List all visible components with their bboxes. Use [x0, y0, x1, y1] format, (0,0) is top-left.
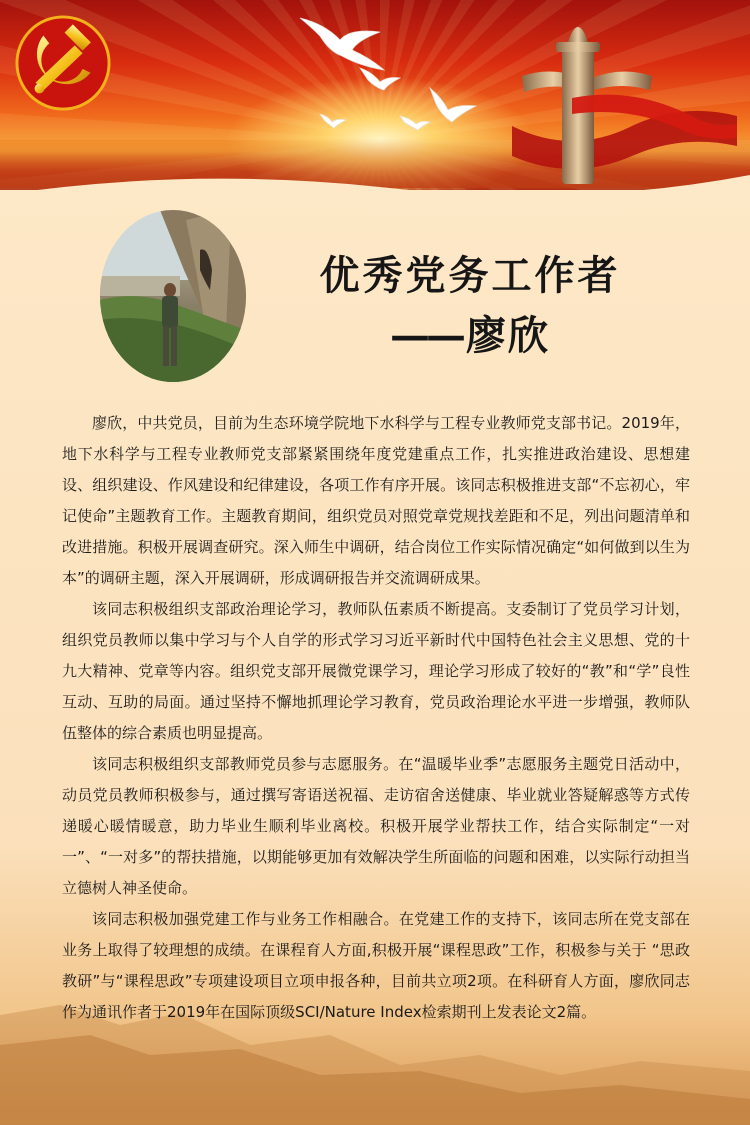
- paragraph-4: 该同志积极加强党建工作与业务工作相融合。在党建工作的支持下，该同志所在党支部在业务上取得了较理想的成绩。在课程育人方面,积极开展“课程思政”工作，积极参与关于 “思政教研”与“课程思政”专项建设项目立项申报各种，目前共立项2项。在科研育人方面，廖欣同志作为通讯作者于2019年在国际顶级SCI/Nature Index检索期刊上发表论文2篇。: [62, 910, 690, 1021]
- subtitle-dash: ——: [390, 312, 462, 359]
- page-title: 优秀党务工作者: [319, 252, 621, 299]
- article-body: [62, 408, 690, 1028]
- paragraph-2: 该同志积极组织支部政治理论学习，教师队伍素质不断提高。支委制订了党员学习计划，组织党员教师以集中学习与个人自学的形式学习习近平新时代中国特色社会主义思想、党的十九大精神、党章等内容。组织党支部开展微党课学习，理论学习形成了较好的“教”和“学”良性互动、互助的局面。通过坚持不懈地抓理论学习教育，党员政治理论水平进一步增强，教师队伍整体的综合素质也明显提高。: [62, 600, 690, 742]
- paragraph-1: 廖欣，中共党员，目前为生态环境学院地下水科学与工程专业教师党支部书记。2019年，地下水科学与工程专业教师党支部紧紧围绕年度党建重点工作，扎实推进政治建设、思想建设、组织建设、作风建设和纪律建设，各项工作有序开展。该同志积极推进支部“不忘初心，牢记使命”主题教育工作。主题教育期间，组织党员对照党章党规找差距和不足，列出问题清单和改进措施。积极开展调查研究。深入师生中调研，结合岗位工作实际情况确定“如何做到以生为本”的调研主题，深入开展调研，形成调研报告并交流调研成果。: [62, 414, 690, 587]
- paragraph-3: 该同志积极组织支部教师党员参与志愿服务。在“温暖毕业季”志愿服务主题党日活动中，动员党员教师积极参与，通过撰写寄语送祝福、走访宿舍送健康、毕业就业答疑解惑等方式传递暖心暖情暖意，助力毕业生顺利毕业离校。积极开展学业帮扶工作，结合实际制定“一对一”、“一对多”的帮扶措施，以期能够更加有效解决学生所面临的问题和困难，以实际行动担当立德树人神圣使命。: [62, 755, 690, 897]
- page-subtitle: [260, 312, 680, 360]
- portrait-photo: [100, 210, 246, 382]
- dove-icon: [280, 6, 500, 136]
- huabiao-pillar-icon: [512, 6, 737, 186]
- party-emblem-icon: [14, 14, 112, 112]
- header-banner: [0, 0, 750, 210]
- honoree-name: 廖欣: [466, 312, 550, 359]
